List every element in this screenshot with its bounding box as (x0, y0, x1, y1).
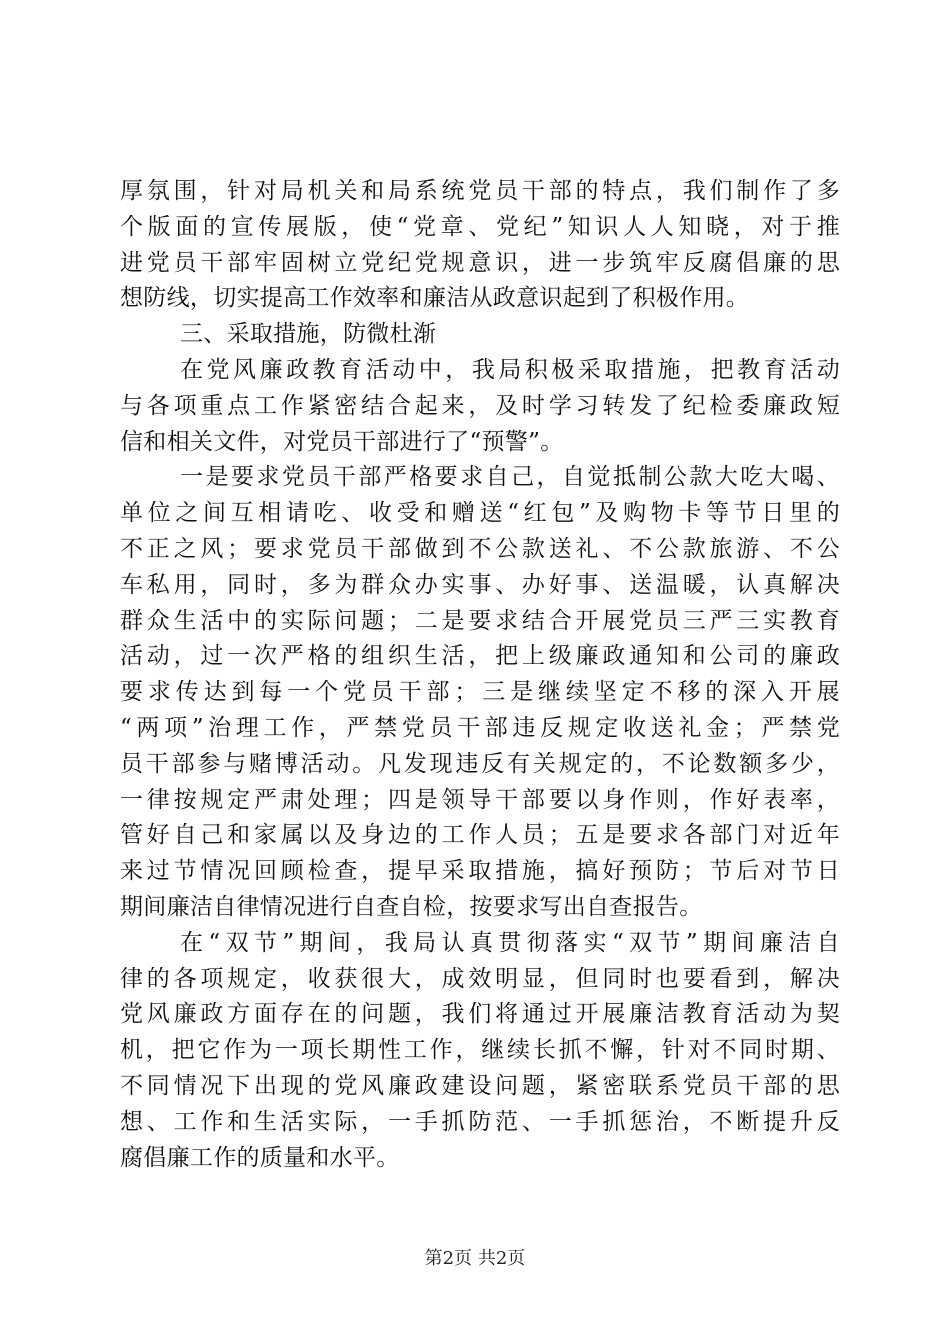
text-line: 厚氛围，针对局机关和局系统党员干部的特点，我们制作了多 (120, 178, 840, 204)
text-line: 不正之风；要求党员干部做到不公款送礼、不公款旅游、不公 (120, 535, 840, 562)
text-line: 想、工作和生活实际，一手抓防范、一手抓惩治，不断提升反 (120, 1108, 840, 1135)
section-heading: 三、采取措施，防微杜渐 (180, 321, 437, 348)
text-line: 员干部参与赌博活动。凡发现违反有关规定的，不论数额多少， (120, 750, 840, 777)
text-line: 群众生活中的实际问题；二是要求结合开展党员三严三实教育 (120, 607, 840, 634)
text-line: 活动，过一次严格的组织生活，把上级廉政通知和公司的廉政 (120, 643, 840, 670)
document-body (120, 174, 840, 1176)
text-line: 与各项重点工作紧密结合起来，及时学习转发了纪检委廉政短 (120, 392, 840, 419)
text-line: 单位之间互相请吃、收受和赠送“红包”及购物卡等节日里的 (120, 500, 840, 527)
text-line: 一律按规定严肃处理；四是领导干部要以身作则，作好表率， (120, 786, 840, 813)
text-line: 信和相关文件，对党员干部进行了“预警”。 (120, 428, 564, 455)
text-line: 期间廉洁自律情况进行自查自检，按要求写出自查报告。 (120, 893, 703, 920)
text-line: 管好自己和家属以及身边的工作人员；五是要求各部门对近年 (120, 822, 840, 849)
text-line: 车私用，同时，多为群众办实事、办好事、送温暖，认真解决 (120, 571, 840, 598)
text-line: 不同情况下出现的党风廉政建设问题，紧密联系党员干部的思 (120, 1072, 840, 1099)
text-line: 在党风廉政教育活动中，我局积极采取措施，把教育活动 (180, 356, 840, 383)
text-line: 在“双节”期间，我局认真贯彻落实“双节”期间廉洁自 (180, 929, 840, 956)
text-line: “两项”治理工作，严禁党员干部违反规定收送礼金；严禁党 (120, 714, 840, 741)
text-line: 律的各项规定，收获很大，成效明显，但同时也要看到，解决 (120, 965, 840, 992)
text-line: 一是要求党员干部严格要求自己，自觉抵制公款大吃大喝、 (180, 464, 840, 491)
text-line: 机，把它作为一项长期性工作，继续长抓不懈，针对不同时期、 (120, 1037, 840, 1064)
text-line: 来过节情况回顾检查，提早采取措施，搞好预防；节后对节日 (120, 858, 840, 885)
text-line: 进党员干部牢固树立党纪党规意识，进一步筑牢反腐倡廉的思 (120, 249, 840, 276)
text-line: 想防线，切实提高工作效率和廉洁从政意识起到了积极作用。 (120, 285, 750, 312)
page-number-footer: 第2页 共2页 (424, 1248, 526, 1269)
text-line: 党风廉政方面存在的问题，我们将通过开展廉洁教育活动为契 (120, 1001, 840, 1028)
text-line: 要求传达到每一个党员干部；三是继续坚定不移的深入开展 (120, 679, 840, 706)
text-line: 腐倡廉工作的质量和水平。 (120, 1144, 400, 1171)
text-line: 个版面的宣传展版，使“党章、党纪”知识人人知晓，对于推 (120, 213, 840, 240)
